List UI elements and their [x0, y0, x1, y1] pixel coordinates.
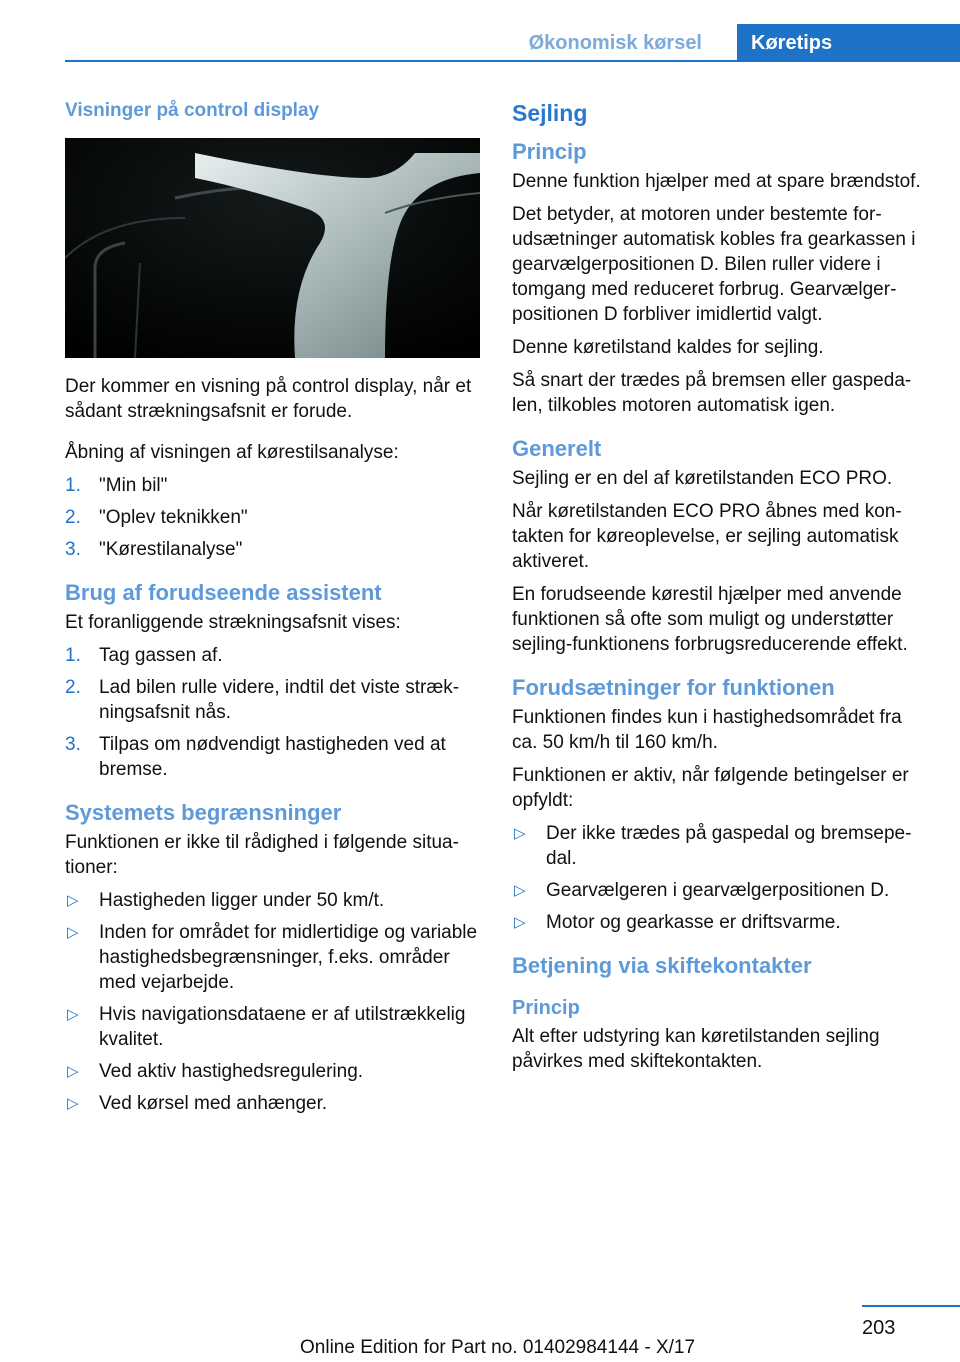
page-number: 203 [862, 1317, 896, 1339]
list-item: ▷ Motor og gearkasse er driftsvarme. [514, 912, 841, 933]
requirements-heading: Forudsætninger for funktionen [512, 675, 835, 700]
left-column [65, 100, 480, 1124]
list-item: ▷ Hastigheden ligger under 50 km/t. [67, 890, 385, 911]
principle-p2: Det betyder, at motoren under bestemte forudsætninger automatisk kobles fra gearkassen i gearvælgerpositionen D. Bilen ruller videre i tomgang med reduceret forbrug. Gearvælgerpositionen D forbliver imidlertid valgt. [512, 204, 916, 325]
open-text: Åbning af visningen af kørestilsanalyse: [65, 442, 399, 463]
open-steps-list [65, 473, 480, 562]
requirements-p2: Funktionen er aktiv, når følgende betingelser er opfyldt: [512, 765, 909, 811]
bullet-triangle-icon: ▷ [67, 1095, 79, 1112]
general-p1: Sejling er en del af køretilstanden ECO PRO. [512, 468, 893, 489]
general-p3: En forudseende kørestil hjælper med anvende funktionen så ofte som muligt og understøtter sejling-funktionens forbrugsreducerende effekt. [512, 584, 908, 655]
limits-text: Funktionen er ikke til rådighed i følgende situationer: [65, 832, 459, 878]
list-item: 1. "Min bil" [65, 475, 168, 496]
bullet-triangle-icon: ▷ [514, 825, 526, 842]
general-heading: Generelt [512, 436, 602, 461]
bullet-triangle-icon: ▷ [67, 1063, 79, 1080]
assist-text: Et foranliggende strækningsafsnit vises: [65, 612, 401, 633]
list-item: ▷ Inden for området for midlertidige og variable hastighedsbegrænsninger, f.eks. områder med vejarbejde. [67, 922, 478, 993]
header-chapter-tab: Køretips [737, 24, 960, 62]
footer-rule [862, 1305, 960, 1307]
principle-heading: Princip [512, 139, 587, 164]
paddle-text: Alt efter udstyring kan køretilstanden sejling påvirkes med skiftekontakten. [512, 1026, 880, 1072]
assist-heading: Brug af forudseende assistent [65, 580, 382, 605]
principle-p1: Denne funktion hjælper med at spare brændstof. [512, 171, 921, 192]
requirements-list [512, 821, 930, 935]
bullet-triangle-icon: ▷ [514, 882, 526, 899]
edition-line: Online Edition for Part no. 01402984144 - X/17 [300, 1337, 696, 1358]
bullet-triangle-icon: ▷ [67, 1006, 79, 1023]
general-p2: Når køretilstanden ECO PRO åbnes med kontakten for køreoplevelse, er sejling automatisk aktiveret. [512, 501, 902, 572]
list-item: ▷ Ved aktiv hastighedsregulering. [67, 1061, 364, 1082]
list-item: 2. Lad bilen rulle videre, indtil det viste strækningsafsnit nås. [65, 677, 460, 723]
list-item: 2. "Oplev teknikken" [65, 507, 248, 528]
limits-list [65, 888, 480, 1116]
requirements-p1: Funktionen findes kun i hastighedsområdet fra ca. 50 km/h til 160 km/h. [512, 707, 902, 753]
right-column [512, 100, 930, 1082]
list-item: ▷ Der ikke trædes på gaspedal og bremsepedal. [514, 823, 912, 869]
list-item: 1. Tag gassen af. [65, 645, 223, 666]
limits-heading: Systemets begrænsninger [65, 800, 342, 825]
paddle-heading: Betjening via skiftekontakter [512, 953, 812, 978]
principle-p3: Denne køretilstand kaldes for sejling. [512, 337, 824, 358]
list-item: ▷ Ved kørsel med anhænger. [67, 1093, 328, 1114]
list-item: 3. Tilpas om nødvendigt hastigheden ved at bremse. [65, 734, 446, 780]
display-text: Der kommer en visning på control display, når et sådant strækningsafsnit er forude. [65, 376, 472, 422]
principle-p4: Så snart der trædes på bremsen eller gaspedalen, tilkobles motoren automatisk igen. [512, 370, 912, 416]
list-item: 3. "Kørestilanalyse" [65, 539, 243, 560]
list-item: ▷ Hvis navigationsdataene er af utilstrækkelig kvalitet. [67, 1004, 466, 1050]
paddle-subheading: Princip [512, 997, 580, 1019]
road-display-image [65, 138, 480, 358]
list-item: ▷ Gearvælgeren i gearvælgerpositionen D. [514, 880, 890, 901]
bullet-triangle-icon: ▷ [67, 924, 79, 941]
bullet-triangle-icon: ▷ [514, 914, 526, 931]
header-section-title: Økonomisk kørsel [528, 32, 702, 54]
assist-steps-list [65, 643, 480, 782]
bullet-triangle-icon: ▷ [67, 892, 79, 909]
display-heading: Visninger på control display [65, 100, 320, 121]
sailing-title: Sejling [512, 100, 588, 126]
